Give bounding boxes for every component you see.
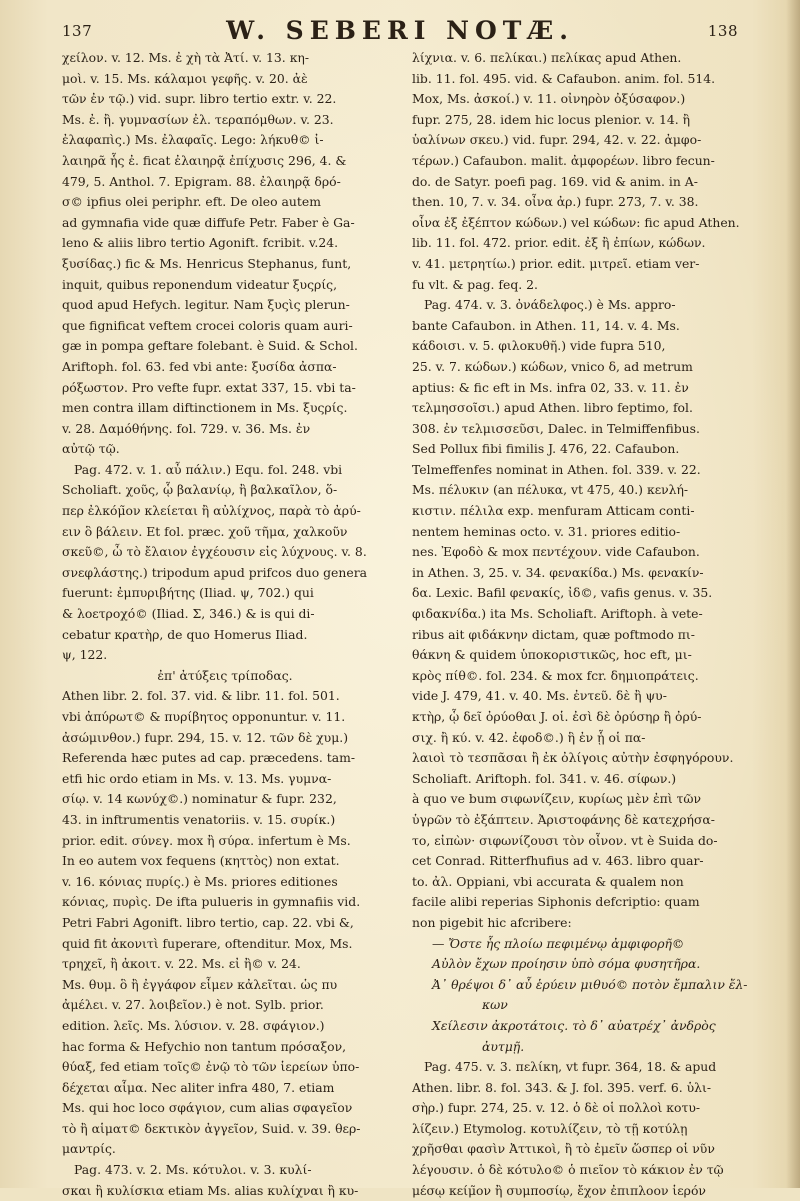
right-column-line: 25. v. 7. κώδων.) κώδων, vnico δ, ad metrum	[412, 358, 693, 374]
right-column-line: δα. Lexic. Bafil φενακίς, ἰδ©, vafis genus. v. 35.	[412, 585, 713, 601]
right-column-line: ἀυτμῇ.	[482, 1038, 525, 1054]
right-column-line: nes. Ἐφοδὸ & mox πεντέχουν. vide Cafaubon.	[412, 544, 700, 560]
right-column-line: nentem heminas octo. v. 31. priores editio-	[412, 523, 681, 539]
right-column-line: v. 41. μετρητίω.) prior. edit. μιτρεῖ. etiam ver-	[412, 255, 700, 271]
left-column-line: Ms. θυμ. ὃ ἢ ἐγγάφον εἶμεν κἀλεῖται. ὡς πυ	[62, 976, 338, 992]
right-column-line: κάδοισι. v. 5. φιλοκυθῆ.) vide fupra 510,	[412, 338, 666, 354]
left-column-line: Scholiaft. χοῦς, ᾧ βαλανίῳ, ἢ βαλκαῖλον, ὅ-	[62, 482, 338, 498]
left-column-line: σίῳ. v. 14 κωνύχ©.) nominatur & fupr. 232,	[62, 791, 337, 807]
right-column-line: σιχ. ἢ κύ. v. 42. ἐφοδ©.) ἣ ἐν ᾗ οἱ πα-	[412, 729, 646, 745]
left-column-line: quid fit ἀκονιτὶ fuperare, oftenditur. Mox, Ms.	[62, 935, 353, 951]
left-column	[62, 48, 388, 1198]
left-column-line: In eo autem vox fequens (κηττὸς) non extat.	[62, 853, 340, 869]
left-column-line: θύαξ, fed etiam τοῖς© ἐνῷ τὸ τῶν ἱερείων ὑπο-	[62, 1059, 360, 1075]
right-column-line: Ἀ᾽ θρέψοι δ᾽ αὖ ἑρύειν μιθυό© ποτὸν ἔμπαλιν ἔλ-	[432, 976, 748, 992]
left-column-line: λαιηρᾶ ἧς ἐ. ficat ἐλαιηρᾷ ἐπίχυσις 296, 4. &	[62, 152, 347, 168]
right-column-line: cet Conrad. Ritterfhufius ad v. 463. libro quar-	[412, 853, 704, 869]
right-column-line: λίζειν.) Etymolog. κοτυλίζειν, τὸ τῇ κοτύλῃ	[412, 1120, 688, 1136]
left-column-line: gæ in pompa geftare folebant. è Suid. & Schol.	[62, 338, 358, 354]
right-column-line: θάκνη & quidem ὑποκοριστικῶς, hoc eft, μι-	[412, 647, 692, 663]
left-column-line: etfi hic ordo etiam in Ms. v. 13. Ms. γυμνα-	[62, 770, 332, 786]
left-column-line: Pag. 472. v. 1. αὖ πάλιν.) Equ. fol. 248. vbi	[74, 461, 343, 477]
right-column	[412, 48, 748, 1198]
right-column-line: χρῆσθαι φασὶν Ἀττικοὶ, ἢ τὸ ἐμεῖν ὥσπερ οἱ νῦν	[412, 1141, 715, 1157]
left-column-line: περ ἐλκόμ̃ον κλείεται ἢ αὐλίχνος, παρὰ τὸ ἀρύ-	[62, 503, 361, 519]
right-column-line: — Ὄστε ἧς πλοίω πεφιμένῳ ἀμφιφορῆ©	[432, 935, 685, 951]
left-column-line: χείλον. v. 12. Ms. ἐ χὴ τὰ Ἀτί. v. 13. κη-	[62, 50, 310, 65]
left-column-line: cebatur κρατὴρ, de quo Homerus Iliad.	[62, 626, 308, 642]
left-column-line: Ms. qui hoc loco σφάγιον, cum alias σφαγεῖον	[62, 1100, 353, 1116]
left-column-line: Ariftoph. fol. 63. fed vbi ante: ξυσίδα ἀσπα-	[62, 358, 337, 374]
right-column-line: fu vlt. & pag. feq. 2.	[412, 276, 538, 292]
right-column-line: do. de Satyr. poefi pag. 169. vid & anim. in A-	[412, 173, 698, 189]
left-column-line: 479, 5. Anthol. 7. Epigram. 88. ἐλαιηρᾷ δρό-	[62, 173, 341, 189]
left-column-line: ξυσίδας.) fic & Ms. Henricus Stephanus, funt,	[62, 255, 352, 271]
page-number-right: 138	[707, 22, 738, 40]
left-column-line: que fignificat veftem crocei coloris quam auri-	[62, 317, 353, 333]
left-column-line: quod apud Hefych. legitur. Nam ξυςὶς plerun-	[62, 297, 350, 313]
right-column-line: κιστιν. πέλιλα exp. menfuram Atticam conti-	[412, 503, 695, 519]
left-column-line: σκεῦ©, ὦ τὸ ἔλαιον ἐγχέουσιν εἰς λύχνους. v. 8.	[62, 544, 367, 560]
left-column-line: prior. edit. σύνεγ. mox ἢ σύρα. infertum è Ms.	[62, 832, 351, 848]
left-column-line: Ms. ἐ. ἢ. γυμνασίων ἐλ. τεραπόμθων. v. 23.	[62, 111, 334, 127]
right-column-line: aptius: & fic eft in Ms. infra 02, 33. v. 11. ἐν	[412, 379, 689, 395]
right-column-line: λαιοὶ τὸ τεσπᾶσαι ἢ ἐκ ὀλίγοις αὐτὴν ἐσφηγόρουν.	[412, 750, 734, 766]
left-column-line: σ© ipfius olei periphr. eft. De oleo autem	[62, 194, 321, 210]
left-column-line: ειν ὃ βάλειν. Et fol. præc. χοῦ τῆμα, χαλκοῦν	[62, 523, 348, 539]
right-column-line: fupr. 275, 28. idem hic locus plenior. v. 14. ἢ	[412, 111, 691, 127]
running-title: W. SEBERI NOTÆ.	[226, 16, 574, 45]
page-edge-shadow	[786, 0, 800, 1188]
right-column-line: τελμησσοῖσι.) apud Athen. libro feptimo, fol.	[412, 400, 693, 416]
right-column-line: το, εἰπὼν· σιφωνίζουσι τὸν οἶνον. vt è Suida do-	[412, 832, 718, 848]
right-column-line: λίχνια. v. 6. πελίκαι.) πελίκας apud Athen.	[412, 50, 682, 65]
left-column-line: μοὶ. v. 15. Ms. κάλαμοι γεφῆς. v. 20. ἀὲ	[62, 70, 308, 86]
right-column-line: Telmeffenfes nominat in Athen. fol. 339. v. 22.	[412, 461, 701, 477]
right-column-line: ribus ait φιδάκνην dictam, quæ poftmodo πι-	[412, 626, 695, 642]
right-column-line: φιδακνίδα.) ita Ms. Scholiaft. Ariftoph. à vete-	[412, 606, 703, 622]
left-column-line: σκαι ἢ κυλίσκια etiam Ms. alias κυλίχναι ἢ κυ-	[62, 1182, 359, 1198]
right-column-line: Sed Pollux fibi fimilis J. 476, 22. Cafaubon.	[412, 441, 680, 457]
left-column-line: Athen libr. 2. fol. 37. vid. & libr. 11. fol. 501.	[62, 688, 340, 704]
left-column-line: & λοετροχό© (Iliad. Σ, 346.) & is qui di-	[62, 606, 315, 622]
right-column-line: σὴρ.) fupr. 274, 25. v. 12. ὁ δὲ οἱ πολλοὶ κοτυ-	[412, 1100, 701, 1116]
left-column-line: ρόξωστον. Pro vefte fupr. extat 337, 15. vbi ta-	[62, 379, 356, 395]
left-column-line: ψ, 122.	[62, 647, 108, 663]
left-column-line: men contra illam diftinctionem in Ms. ξυςρίς.	[62, 400, 348, 416]
left-column-line: κόνιας, πυρὶς. De ifta pulueris in gymnafiis vid.	[62, 894, 361, 910]
left-column-line: ἐπ' ἀτύξεις τρίποδας.	[157, 667, 293, 683]
left-column-line: inquit, quibus reponendum videatur ξυςρίς,	[62, 276, 338, 292]
left-column-line: τρηχεῖ, ἢ ἀκοιτ. v. 22. Ms. εἰ ἢ© v. 24.	[62, 956, 301, 972]
left-column-line: edition. λεῖς. Ms. λύσιον. v. 28. σφάγιον.)	[62, 1017, 325, 1033]
left-column-line: Petri Fabri Agonift. libro tertio, cap. 22. vbi &,	[62, 914, 354, 930]
right-column-line: Athen. libr. 8. fol. 343. & J. fol. 395. verf. 6. ὑλι-	[412, 1079, 712, 1095]
right-column-line: λέγουσιν. ὁ δὲ κότυλο© ὁ πιεῖον τὸ κάκιον ἐν τῷ	[412, 1162, 724, 1178]
page-number-left: 137	[62, 22, 93, 40]
left-column-line: ad gymnafia vide quæ diffufe Petr. Faber è Ga-	[62, 214, 355, 230]
left-column-line: τὸ ἢ αἱματ© δεκτικὸν ἀγγεῖον, Suid. v. 39. θερ-	[62, 1120, 361, 1136]
left-column-line: ἀμέλει. v. 27. λοιβεῖον.) è not. Sylb. prior.	[62, 997, 324, 1013]
right-column-line: τέρων.) Cafaubon. malit. ἀμφορέων. libro fecun-	[412, 152, 715, 168]
running-header	[62, 16, 738, 46]
left-column-line: v. 16. κόνιας πυρίς.) è Ms. priores editiones	[62, 873, 338, 889]
left-column-line: Pag. 473. v. 2. Ms. κότυλοι. v. 3. κυλί-	[74, 1162, 312, 1178]
right-column-line: 308. ἐν τελμισσεῦσι, Dalec. in Telmiffenfibus.	[412, 420, 700, 436]
right-column-line: Scholiaft. Ariftoph. fol. 341. v. 46. σίφων.)	[412, 770, 677, 786]
left-column-line: vbi ἀπύρωτ© & πυρίβητος opponuntur. v. 11.	[62, 709, 346, 724]
right-column-line: ὑαλίνων σκευ.) vid. fupr. 294, 42. v. 22. ἀμφο-	[412, 132, 702, 148]
right-column-line: Ms. πέλυκιν (an πέλυκα, vt 475, 40.) κενλή-	[412, 482, 689, 498]
right-column-line: lib. 11. fol. 495. vid. & Cafaubon. anim. fol. 514.	[412, 70, 716, 86]
left-column-line: leno & aliis libro tertio Agonift. fcribit. v.24.	[62, 235, 339, 251]
right-column-line: ὑγρῶν τὸ ἐξάπτειν. Ἀριστοφάνης δὲ κατεχρήσα-	[412, 811, 715, 827]
left-column-line: fuerunt: ἐμπυριβήτης (Iliad. ψ, 702.) qui	[62, 585, 314, 601]
right-column-line: lib. 11. fol. 472. prior. edit. ἐξ ἢ ἐπίων, κώδων.	[412, 235, 706, 251]
right-column-line: bante Cafaubon. in Athen. 11, 14. v. 4. Ms.	[412, 317, 680, 333]
right-column-line: then. 10, 7. v. 34. οἶνα ἀρ.) fupr. 273, 7. v. 38.	[412, 194, 699, 210]
right-column-line: à quo ve bum σιφωνίζειν, κυρίως μὲν ἐπὶ τῶν	[412, 791, 702, 807]
right-column-line: Αὐλὸν ἔχων προίησιν ὑπὸ σόμα φυσητῆρα.	[432, 956, 701, 972]
right-column-line: κτὴρ, ᾧ δεῖ ὀρύοθαι J. οἱ. ἐσὶ δὲ ὀρύσηρ ἢ ὀρύ-	[412, 709, 702, 724]
right-column-line: facile alibi reperias Siphonis defcriptio: quam	[412, 894, 700, 910]
right-column-line: κων	[482, 997, 508, 1013]
right-column-line: κρὸς πίθ©. fol. 234. & mox fcr. δημιοπράτεις.	[412, 667, 699, 683]
right-column-line: in Athen. 3, 25. v. 34. φενακίδα.) Ms. φενακίν-	[412, 564, 704, 580]
right-column-line: vide J. 479, 41. v. 40. Ms. ἐντεῦ. δὲ ἢ ψυ-	[412, 688, 667, 704]
left-column-line: ἀσώμινθον.) fupr. 294, 15. v. 12. τῶν δὲ χυμ.)	[62, 729, 349, 745]
right-column-line: to. ἀλ. Oppiani, vbi accurata & qualem non	[412, 873, 684, 889]
left-column-line: τῶν ἐν τῷ.) vid. supr. libro tertio extr. v. 22.	[62, 91, 337, 107]
left-column-line: hac forma & Hefychio non tantum πρόσαξον,	[62, 1038, 347, 1054]
left-column-line: Referenda hæc putes ad cap. præcedens. tam-	[62, 750, 356, 766]
left-column-line: v. 28. Δαμόθήνης. fol. 729. v. 36. Ms. ἐν	[62, 420, 311, 436]
left-column-line: ἐλαφαπὶς.) Ms. ἐλαφαῖς. Lego: λήκυθ© ἰ-	[62, 132, 324, 148]
right-column-line: Pag. 475. v. 3. πελίκη, vt fupr. 364, 18. & apud	[424, 1059, 717, 1075]
left-column-line: δέχεται αἷμα. Nec aliter infra 480, 7. etiam	[62, 1079, 335, 1095]
right-column-line: οἶνα ἐξ ἐξέπτον κώδων.) vel κώδων: fic apud Athen.	[412, 214, 740, 230]
right-column-line: Pag. 474. v. 3. ὀνάδελφος.) è Ms. appro-	[424, 297, 676, 313]
right-column-line: Mox, Ms. ἀσκοί.) v. 11. οἰνηρὸν ὀξύσαφον.)	[412, 91, 686, 107]
right-column-line: μέσῳ κείμ̃ον ἢ συμποσίῳ, ἔχον ἐπιπλοον ἱερόν	[412, 1182, 706, 1198]
left-column-line: 43. in inftrumentis venatoriis. v. 15. συρίκ.)	[62, 811, 336, 827]
left-column-line: μαντρίς.	[62, 1141, 116, 1157]
right-column-line: non pigebit hic afcribere:	[412, 914, 572, 930]
left-column-line: αὐτῷ τῷ.	[62, 441, 120, 457]
right-column-line: Χείλεσιν ἀκροτάτοις. τὸ δ᾽ αὐατρέχ᾽ ἀνδρὸς	[432, 1017, 716, 1033]
left-column-line: σνεφλάστης.) tripodum apud prifcos duo genera	[62, 564, 368, 580]
